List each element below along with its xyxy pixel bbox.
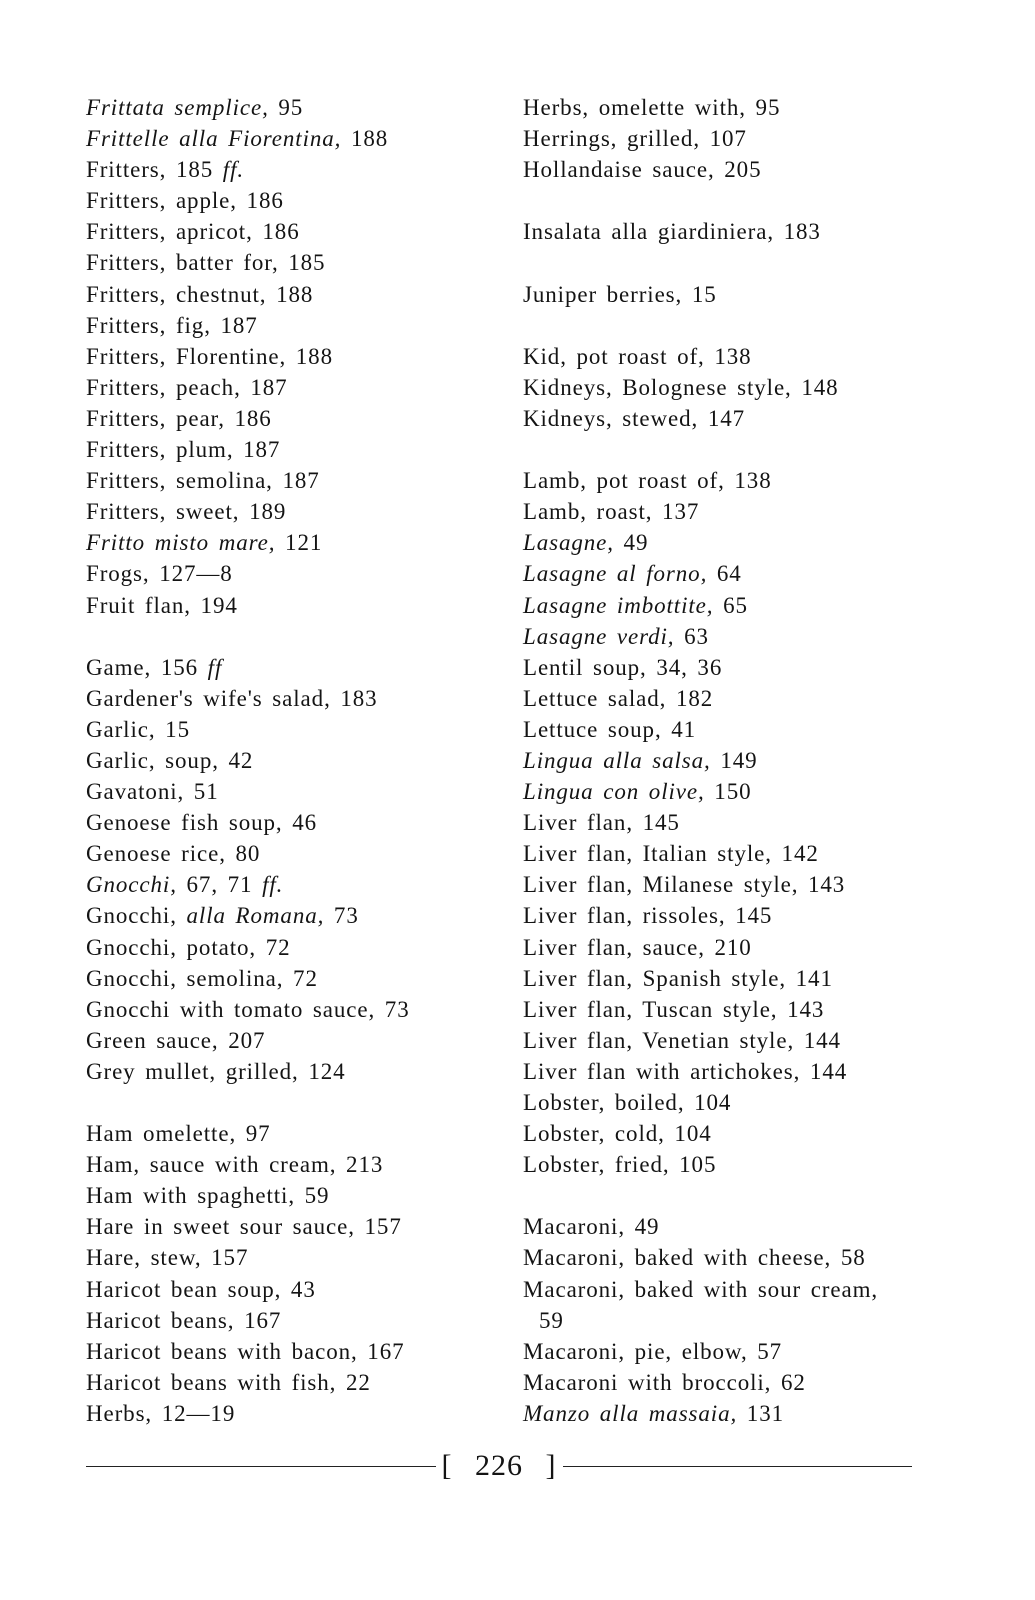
index-entry bbox=[86, 434, 506, 465]
index-entry bbox=[86, 92, 506, 123]
index-entry-text: Garlic, 15 bbox=[86, 716, 190, 742]
index-entry bbox=[523, 963, 963, 994]
index-entry-text: Liver flan, Spanish style, 141 bbox=[523, 965, 833, 991]
footer-rule-left bbox=[86, 1466, 436, 1467]
index-entry bbox=[523, 92, 963, 123]
index-entry bbox=[86, 807, 506, 838]
index-entry bbox=[523, 123, 963, 154]
index-entry-text: Fritters, chestnut, 188 bbox=[86, 281, 314, 307]
index-entry-text: Lettuce soup, 41 bbox=[523, 716, 697, 742]
index-entry bbox=[86, 869, 506, 900]
page-footer bbox=[86, 1442, 912, 1490]
index-entry bbox=[523, 1242, 963, 1273]
index-entry bbox=[523, 1398, 963, 1429]
index-entry bbox=[86, 963, 506, 994]
index-spacer bbox=[523, 247, 963, 278]
index-entry bbox=[86, 900, 506, 931]
index-entry-text: Fritters, plum, 187 bbox=[86, 437, 281, 463]
index-entry-text: Ham, sauce with cream, 213 bbox=[86, 1152, 384, 1178]
index-entry-text: Liver flan, rissoles, 145 bbox=[523, 903, 773, 929]
index-entry-text: Haricot beans, 167 bbox=[86, 1307, 282, 1333]
index-entry-text: Haricot beans with fish, 22 bbox=[86, 1369, 371, 1395]
index-entry bbox=[523, 900, 963, 931]
index-entry-text: 63 bbox=[674, 623, 709, 649]
index-entry bbox=[523, 216, 963, 247]
index-entry bbox=[86, 1398, 506, 1429]
index-entry bbox=[86, 776, 506, 807]
index-entry-italic-text: Frittelle alla Fiorentina, bbox=[86, 126, 342, 152]
index-entry bbox=[86, 154, 506, 185]
index-entry bbox=[523, 932, 963, 963]
index-entry-text: 121 bbox=[275, 530, 323, 556]
index-entry-text: Herrings, grilled, 107 bbox=[523, 126, 747, 152]
index-entry bbox=[86, 1305, 506, 1336]
index-entry-text: Fritters, 185 bbox=[86, 157, 223, 183]
index-entry bbox=[523, 1056, 963, 1087]
index-entry bbox=[86, 310, 506, 341]
index-entry bbox=[86, 745, 506, 776]
index-entry-text: Lobster, fried, 105 bbox=[523, 1152, 717, 1178]
index-entry bbox=[523, 372, 963, 403]
index-entry-text: Kid, pot roast of, 138 bbox=[523, 343, 752, 369]
index-entry-text: 64 bbox=[707, 561, 742, 587]
index-entry-text: Gnocchi with tomato sauce, 73 bbox=[86, 996, 410, 1022]
index-entry-text: Lobster, cold, 104 bbox=[523, 1121, 712, 1147]
index-entry bbox=[86, 1180, 506, 1211]
index-entry-text: Gnocchi, bbox=[86, 903, 187, 929]
index-entry-italic-text: Fritto misto mare, bbox=[86, 530, 276, 556]
index-entry-text: Kidneys, Bolognese style, 148 bbox=[523, 374, 839, 400]
index-entry-text: Hare in sweet sour sauce, 157 bbox=[86, 1214, 402, 1240]
index-entry-text: Fritters, apricot, 186 bbox=[86, 219, 300, 245]
index-entry bbox=[523, 590, 963, 621]
index-entry bbox=[523, 1367, 963, 1398]
index-entry bbox=[86, 185, 506, 216]
index-entry-text: 188 bbox=[341, 126, 389, 152]
index-entry-text: Liver flan, Milanese style, 143 bbox=[523, 872, 846, 898]
index-entry-text: 73 bbox=[324, 903, 359, 929]
index-entry bbox=[86, 994, 506, 1025]
index-entry bbox=[86, 1274, 506, 1305]
index-entry-text: Fritters, pear, 186 bbox=[86, 405, 272, 431]
index-entry-text: Fritters, semolina, 187 bbox=[86, 468, 320, 494]
index-entry bbox=[523, 527, 963, 558]
index-entry-text: Kidneys, stewed, 147 bbox=[523, 405, 746, 431]
index-entry-italic-text: ff. bbox=[222, 157, 245, 183]
index-entry bbox=[523, 279, 963, 310]
index-entry-text: Liver flan with artichokes, 144 bbox=[523, 1058, 848, 1084]
page-number-value: 226 bbox=[475, 1449, 523, 1482]
index-entry-text: Juniper berries, 15 bbox=[523, 281, 717, 307]
bracket-close: ] bbox=[545, 1449, 557, 1482]
index-entry-text: Liver flan, 145 bbox=[523, 810, 680, 836]
index-column-left bbox=[86, 92, 506, 1429]
index-entry-italic-text: Lasagne imbottite, bbox=[523, 592, 714, 618]
index-entry-text: Game, 156 bbox=[86, 654, 208, 680]
index-entry-text: Gnocchi, potato, 72 bbox=[86, 934, 291, 960]
index-entry-text: Herbs, omelette with, 95 bbox=[523, 95, 781, 120]
index-entry bbox=[523, 1118, 963, 1149]
index-entry bbox=[86, 558, 506, 589]
index-entry-text: Genoese rice, 80 bbox=[86, 841, 261, 867]
index-entry-text: Liver flan, Venetian style, 144 bbox=[523, 1027, 841, 1053]
index-entry bbox=[86, 279, 506, 310]
index-entry bbox=[523, 1336, 963, 1367]
index-entry bbox=[86, 403, 506, 434]
index-entry-text: Fruit flan, 194 bbox=[86, 592, 238, 618]
index-entry bbox=[523, 341, 963, 372]
index-entry bbox=[523, 465, 963, 496]
index-entry-italic-text: Lasagne al forno, bbox=[523, 561, 708, 587]
index-entry-text: Haricot bean soup, 43 bbox=[86, 1276, 316, 1302]
index-entry-text: Lentil soup, 34, 36 bbox=[523, 654, 723, 680]
index-spacer bbox=[86, 1087, 506, 1118]
index-entry bbox=[523, 154, 963, 185]
index-entry bbox=[86, 590, 506, 621]
index-entry bbox=[86, 932, 506, 963]
index-entry-text: Garlic, soup, 42 bbox=[86, 747, 254, 773]
index-entry-text: Haricot beans with bacon, 167 bbox=[86, 1338, 405, 1364]
index-entry bbox=[523, 1149, 963, 1180]
index-entry bbox=[86, 1242, 506, 1273]
index-entry-text: 95 bbox=[268, 95, 304, 120]
index-entry-text: Macaroni, baked with sour cream, bbox=[523, 1276, 879, 1302]
index-entry bbox=[86, 527, 506, 558]
index-entry bbox=[523, 994, 963, 1025]
index-entry-text: Macaroni, pie, elbow, 57 bbox=[523, 1338, 783, 1364]
index-spacer bbox=[86, 621, 506, 652]
index-entry bbox=[523, 403, 963, 434]
index-entry-text: Liver flan, sauce, 210 bbox=[523, 934, 752, 960]
index-entry bbox=[86, 465, 506, 496]
index-entry-text: Grey mullet, grilled, 124 bbox=[86, 1058, 346, 1084]
index-spacer bbox=[523, 1180, 963, 1211]
index-entry bbox=[523, 807, 963, 838]
index-entry-italic-text: Frittata semplice, bbox=[86, 95, 269, 120]
index-entry bbox=[523, 1211, 963, 1242]
index-entry-text: Lobster, boiled, 104 bbox=[523, 1090, 732, 1115]
index-entry-text: Gavatoni, 51 bbox=[86, 779, 219, 805]
index-entry-text: Genoese fish soup, 46 bbox=[86, 810, 318, 836]
index-entry bbox=[86, 216, 506, 247]
index-entry bbox=[523, 621, 963, 652]
index-spacer bbox=[523, 434, 963, 465]
index-entry bbox=[523, 652, 963, 683]
index-entry bbox=[523, 776, 963, 807]
index-entry bbox=[523, 1025, 963, 1056]
index-entry-text: 150 bbox=[704, 779, 752, 805]
index-entry-text: Fritters, fig, 187 bbox=[86, 312, 258, 338]
index-entry-text: 67, 71 bbox=[176, 872, 263, 898]
index-entry-text: 49 bbox=[613, 530, 649, 556]
index-entry bbox=[523, 1305, 963, 1336]
footer-rule-right bbox=[563, 1466, 913, 1467]
index-entry bbox=[86, 123, 506, 154]
index-entry-text: Lettuce salad, 182 bbox=[523, 685, 714, 711]
index-entry bbox=[86, 496, 506, 527]
index-entry-italic-text: alla Romana, bbox=[186, 903, 325, 929]
index-entry bbox=[86, 372, 506, 403]
index-entry-italic-text: Manzo alla massaia, bbox=[523, 1400, 738, 1426]
index-entry-text: Insalata alla giardiniera, 183 bbox=[523, 219, 821, 245]
bracket-open: [ bbox=[441, 1449, 453, 1482]
index-entry bbox=[86, 1025, 506, 1056]
index-entry-text: Gardener's wife's salad, 183 bbox=[86, 685, 378, 711]
index-entry-text: 65 bbox=[713, 592, 748, 618]
index-entry bbox=[86, 714, 506, 745]
index-entry bbox=[523, 714, 963, 745]
index-entry-text: Gnocchi, semolina, 72 bbox=[86, 965, 318, 991]
page-number bbox=[436, 1449, 563, 1483]
index-entry-text: Fritters, batter for, 185 bbox=[86, 250, 326, 276]
index-entry-text: Green sauce, 207 bbox=[86, 1027, 266, 1053]
index-entry-text: Fritters, peach, 187 bbox=[86, 374, 288, 400]
index-entry bbox=[86, 1118, 506, 1149]
index-entry bbox=[523, 869, 963, 900]
index-entry-italic-text: Gnocchi, bbox=[86, 872, 177, 898]
index-entry-text: 131 bbox=[737, 1400, 785, 1426]
index-entry bbox=[523, 683, 963, 714]
index-spacer bbox=[523, 310, 963, 341]
index-entry-italic-text: ff. bbox=[262, 872, 284, 898]
index-entry bbox=[86, 1336, 506, 1367]
index-entry bbox=[86, 1211, 506, 1242]
index-entry bbox=[86, 652, 506, 683]
index-entry-text: Frogs, 127—8 bbox=[86, 561, 233, 587]
index-entry-italic-text: Lingua con olive, bbox=[523, 779, 705, 805]
index-entry bbox=[523, 745, 963, 776]
index-entry-text: Liver flan, Italian style, 142 bbox=[523, 841, 819, 867]
index-entry bbox=[86, 1367, 506, 1398]
index-entry-italic-text: ff bbox=[207, 654, 223, 680]
index-entry-text: Hare, stew, 157 bbox=[86, 1245, 249, 1271]
index-entry bbox=[86, 683, 506, 714]
index-entry bbox=[523, 496, 963, 527]
index-entry-text: Ham with spaghetti, 59 bbox=[86, 1183, 330, 1209]
index-entry bbox=[523, 838, 963, 869]
index-entry bbox=[523, 1087, 963, 1118]
index-entry-italic-text: Lasagne verdi, bbox=[523, 623, 675, 649]
index-entry-text: Ham omelette, 97 bbox=[86, 1121, 271, 1147]
index-entry bbox=[86, 247, 506, 278]
index-entry-italic-text: Lasagne, bbox=[523, 530, 614, 556]
index-entry-text: Fritters, apple, 186 bbox=[86, 188, 284, 214]
index-entry bbox=[86, 1056, 506, 1087]
index-entry-italic-text: Lingua alla salsa, bbox=[523, 747, 711, 773]
index-column-right bbox=[523, 92, 963, 1429]
index-entry bbox=[523, 558, 963, 589]
index-entry-text: Macaroni, baked with cheese, 58 bbox=[523, 1245, 866, 1271]
index-entry bbox=[86, 1149, 506, 1180]
index-entry-text: 149 bbox=[710, 747, 758, 773]
index-entry-text: Lamb, roast, 137 bbox=[523, 499, 700, 525]
index-entry-text: Hollandaise sauce, 205 bbox=[523, 157, 762, 183]
index-entry-text: Fritters, sweet, 189 bbox=[86, 499, 287, 525]
index-entry bbox=[86, 838, 506, 869]
index-spacer bbox=[523, 185, 963, 216]
index-entry-text: Herbs, 12—19 bbox=[86, 1400, 236, 1426]
index-entry-text: 59 bbox=[539, 1307, 564, 1333]
index-entry-text: Macaroni, 49 bbox=[523, 1214, 660, 1240]
index-entry-text: Liver flan, Tuscan style, 143 bbox=[523, 996, 825, 1022]
index-entry-text: Lamb, pot roast of, 138 bbox=[523, 468, 772, 494]
index-entry bbox=[523, 1274, 963, 1305]
index-entry-text: Fritters, Florentine, 188 bbox=[86, 343, 333, 369]
index-entry bbox=[86, 341, 506, 372]
index-entry-text: Macaroni with broccoli, 62 bbox=[523, 1369, 806, 1395]
